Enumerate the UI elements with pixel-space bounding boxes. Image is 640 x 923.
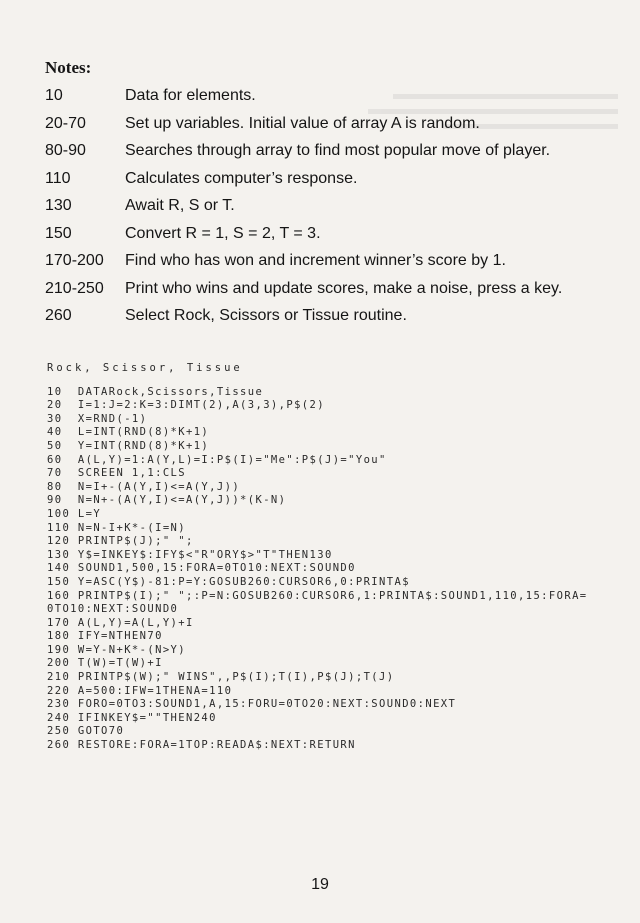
code-line: 240 IFINKEY$=""THEN240 (47, 711, 217, 724)
code-line: 50 Y=INT(RND(8)*K+1) (47, 439, 210, 452)
note-line-range: 260 (45, 307, 72, 324)
code-line: 130 Y$=INKEY$:IFY$<"R"ORY$>"T"THEN130 (47, 548, 333, 561)
note-description: Find who has won and increment winner’s score by 1. (125, 252, 506, 269)
code-line: 140 SOUND1,500,15:FORA=0TO10:NEXT:SOUND0 (47, 562, 356, 575)
note-line-range: 110 (45, 169, 71, 187)
note-row (45, 169, 615, 197)
code-line: 210 PRINTP$(W);" WINS",,P$(I);T(I),P$(J);T(J) (47, 671, 395, 684)
listing-title: Rock, Scissor, Tissue (47, 362, 243, 374)
note-description: Select Rock, Scissors or Tissue routine. (125, 307, 407, 324)
note-row (45, 279, 615, 307)
code-line: 110 N=N-I+K*-(I=N) (47, 521, 186, 534)
code-line: 250 GOTO70 (47, 725, 125, 738)
note-line-range: 80-90 (45, 142, 86, 159)
code-line: 200 T(W)=T(W)+I (47, 657, 163, 670)
page-number: 19 (311, 876, 329, 893)
code-line: 40 L=INT(RND(8)*K+1) (47, 426, 210, 439)
code-line: 90 N=N+-(A(Y,I)<=A(Y,J))*(K-N) (47, 494, 287, 507)
notes-heading: Notes: (45, 58, 92, 77)
note-row (45, 224, 615, 252)
note-description: Data for elements. (125, 87, 256, 104)
notes-list (45, 86, 615, 334)
note-line-range: 20-70 (45, 114, 86, 132)
code-line: 120 PRINTP$(J);" "; (47, 535, 194, 548)
note-line-range: 130 (45, 197, 72, 214)
note-description: Await R, S or T. (125, 197, 235, 214)
code-line: 170 A(L,Y)=A(L,Y)+I (47, 616, 194, 629)
code-line: 30 X=RND(-1) (47, 412, 148, 425)
note-line-range: 210-250 (45, 279, 104, 297)
listing-lines (47, 386, 592, 753)
code-line: 150 Y=ASC(Y$)-81:P=Y:GOSUB260:CURSOR6,0:PRINTA$ (47, 575, 410, 588)
note-description: Print who wins and update scores, make a noise, press a key. (125, 279, 563, 297)
code-line: 80 N=I+-(A(Y,I)<=A(Y,J)) (47, 480, 241, 493)
code-line: 220 A=500:IFW=1THENA=110 (47, 684, 233, 697)
code-line: 230 FORO=0TO3:SOUND1,A,15:FORU=0TO20:NEXT:SOUND0:NEXT (47, 698, 457, 711)
note-row (45, 196, 615, 224)
note-row (45, 306, 615, 334)
code-line: 20 I=1:J=2:K=3:DIMT(2),A(3,3),P$(2) (47, 399, 325, 412)
note-line-range: 170-200 (45, 252, 104, 269)
program-listing (47, 362, 592, 753)
note-line-range: 10 (45, 87, 63, 104)
code-line: 190 W=Y-N+K*-(N>Y) (47, 643, 186, 656)
note-description: Set up variables. Initial value of array A is random. (125, 114, 480, 132)
code-line: 260 RESTORE:FORA=1TOP:READA$:NEXT:RETURN (47, 739, 356, 752)
note-row (45, 86, 615, 114)
note-row (45, 114, 615, 142)
code-line: 10 DATARock,Scissors,Tissue (47, 385, 264, 398)
note-line-range: 150 (45, 224, 72, 242)
notes-section (45, 58, 615, 334)
note-row (45, 251, 615, 279)
note-row (45, 141, 615, 169)
note-description: Searches through array to find most popular move of player. (125, 142, 551, 159)
code-line: 100 L=Y (47, 507, 102, 520)
code-line: 160 PRINTP$(I);" ";:P=N:GOSUB260:CURSOR6,1:PRINTA$:SOUND1,110,15:FORA=0TO10:NEXT:SOUND0 (47, 589, 588, 616)
code-line: 70 SCREEN 1,1:CLS (47, 467, 186, 480)
code-line: 60 A(L,Y)=1:A(Y,L)=I:P$(I)="Me":P$(J)="You" (47, 453, 387, 466)
code-line: 180 IFY=NTHEN70 (47, 630, 163, 643)
note-description: Calculates computer’s response. (125, 169, 358, 187)
note-description: Convert R = 1, S = 2, T = 3. (125, 224, 321, 242)
